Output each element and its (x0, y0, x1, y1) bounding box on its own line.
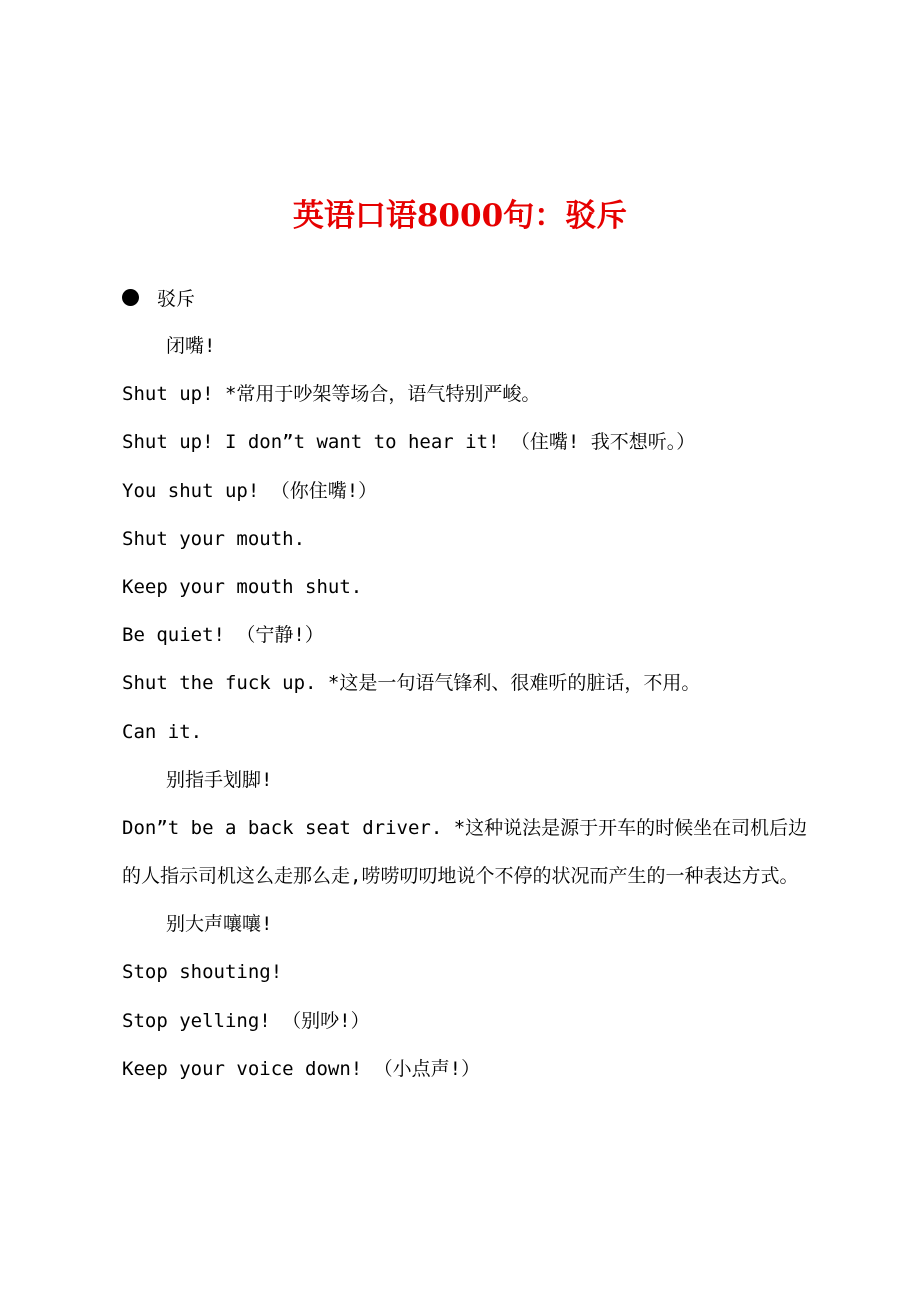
document-title: 英语口语8000句：驳斥 (292, 198, 628, 234)
section-heading (122, 281, 195, 313)
text-line: Stop shouting! (122, 961, 283, 984)
section-label: 驳斥 (157, 287, 196, 310)
text-line: Shut up! *常用于吵架等场合，语气特别严峻。 (122, 383, 541, 406)
subheading: 闭嘴! (166, 335, 216, 357)
subheading: 别大声嚷嚷! (166, 913, 273, 936)
paragraph: Don”t be a back seat driver. *这种说法是源于开车的时候坐在司机后边的人指示司机这么走那么走,唠唠叨叨地说个不停的状况而产生的一种表达方式。 (122, 816, 808, 888)
text-line: Shut up! I don”t want to hear it! （住嘴! 我不想听。） (122, 431, 696, 454)
text-line: Stop yelling! （别吵!） (122, 1009, 370, 1032)
text-line: Be quiet! （宁静!） (122, 624, 324, 647)
text-line: You shut up! （你住嘴!） (122, 479, 378, 502)
filled-circle-icon (122, 289, 139, 306)
text-line: Keep your mouth shut. (122, 575, 363, 598)
subheading: 别指手划脚! (166, 768, 273, 791)
text-line: Can it. (122, 720, 203, 743)
document-body (122, 326, 812, 1097)
text-line: Shut your mouth. (122, 527, 306, 550)
text-line: Keep your voice down! （小点声!） (122, 1057, 481, 1080)
text-line: Shut the fuck up. *这是一句语气锋利、很难听的脏话，不用。 (122, 672, 701, 695)
